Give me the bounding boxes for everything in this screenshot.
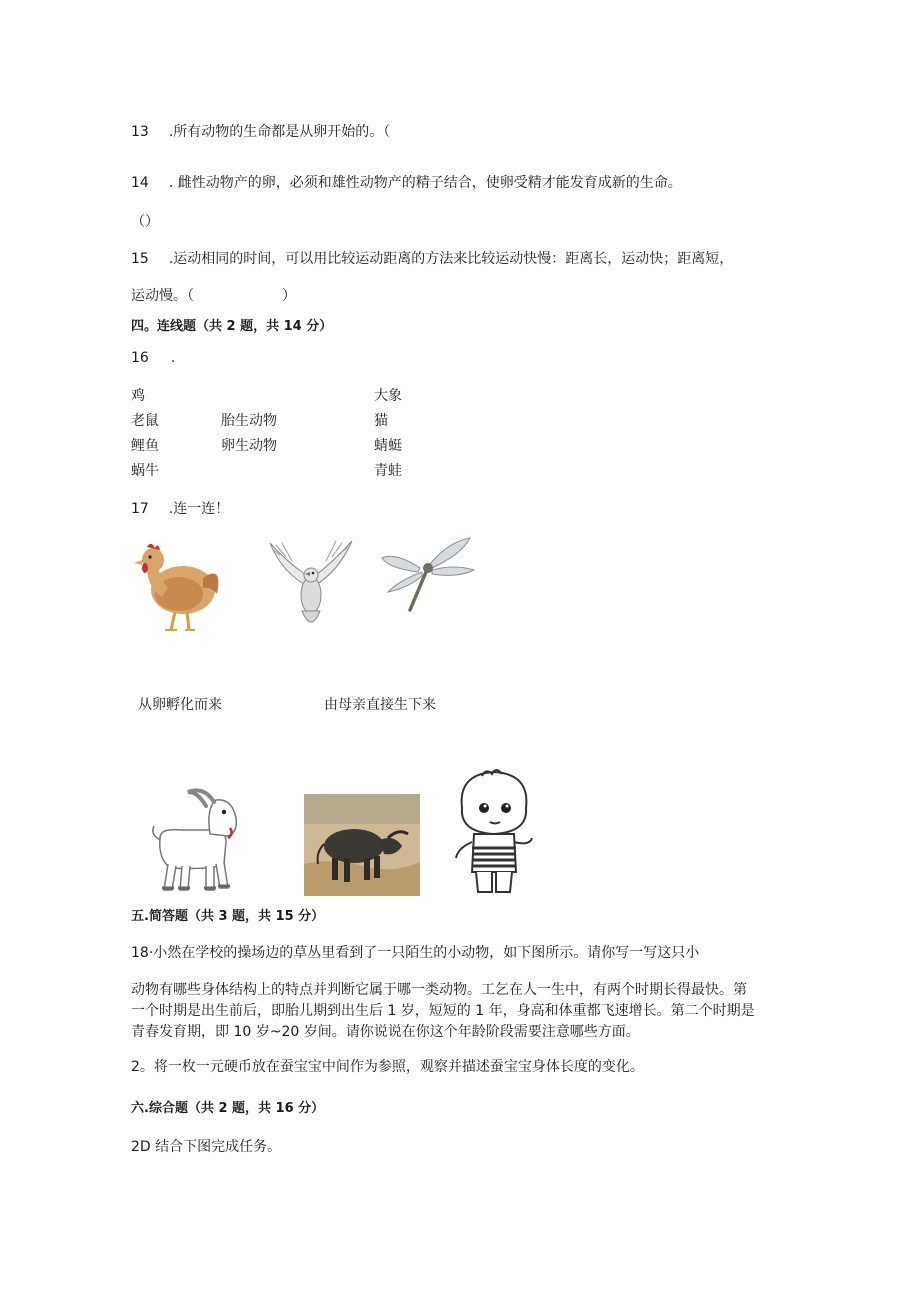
question-18-line2: 动物有哪些身体结构上的特点并判断它属于哪一类动物。工乞在人一生中，有两个时期长得最快。第 [131,982,747,998]
question-text: .连一连！ [168,501,230,517]
question-number: 15 [131,251,149,267]
match-right-item[interactable]: 青蛙 [374,463,402,479]
match-left-item[interactable]: 蜗牛 [131,463,159,479]
question-2: 2。将一枚一元硬币放在蚕宝宝中间作为参照，观察并描述蚕宝宝身体长度的变化。 [131,1059,644,1075]
section-heading: 四。连线题（共 2 题，共 14 分） [131,319,333,334]
question-number: 14 [131,175,149,191]
question-text: . 雌性动物产的卵，必须和雄性动物产的精子结合，使卵受精才能发育成新的生命。 [168,175,682,191]
question-text: .所有动物的生命都是从卵开始的。（ [168,124,391,140]
question-number: 16 [131,350,149,366]
question-20: 2D 结合下图完成任务。 [131,1139,282,1155]
baby-image[interactable] [452,768,536,896]
question-text: .运动相同的时间，可以用比较运动距离的方法来比较运动快慢：距离长，运动快；距离短， [168,251,734,267]
match-left-item[interactable]: 老鼠 [131,413,159,429]
match-right-item[interactable]: 蜻蜓 [374,438,402,454]
question-18-line4: 青春发育期，即 10 岁~20 岁间。请你说说在你这个年龄阶段需要注意哪些方面。 [131,1024,640,1040]
match-left-item[interactable]: 鲤鱼 [131,438,159,454]
match-right-item[interactable]: 大象 [374,388,402,404]
dove-image[interactable] [262,535,357,635]
dragonfly-image[interactable] [378,532,478,617]
water-buffalo-image[interactable] [304,794,420,896]
question-16 [131,350,175,366]
category-hatched-from-egg[interactable]: 从卵孵化而来 [138,697,222,713]
question-14 [131,172,682,192]
category-born-from-mother[interactable]: 由母亲直接生下来 [324,697,436,713]
question-18-line3: 一个时期是出生前后，即胎儿期到出生后 1 岁，短短的 1 年，身高和体重都飞速增长。第二个时期是 [131,1003,755,1019]
question-number: 13 [131,124,149,140]
match-category[interactable]: 胎生动物 [221,413,277,429]
question-15 [131,248,733,268]
question-18-line1: 18·小然在学校的操场边的草丛里看到了一只陌生的小动物，如下图所示。请你写一写这只小 [131,945,700,961]
match-right-item[interactable]: 猫 [374,413,388,429]
question-number: 17 [131,501,149,517]
hen-image[interactable] [131,530,226,635]
question-text: 运动慢。（ [131,288,194,304]
answer-parentheses[interactable]: （） [131,214,159,230]
section-heading: 五.简答题（共 3 题，共 15 分） [131,909,325,924]
match-category[interactable]: 卵生动物 [221,438,277,454]
match-left-item[interactable]: 鸡 [131,388,145,404]
question-17 [131,498,229,518]
question-15-line2 [131,285,296,305]
question-13 [131,121,390,141]
question-dot: . [170,350,176,366]
section-heading: 六.综合题（共 2 题，共 16 分） [131,1101,325,1116]
answer-close-paren[interactable]: ） [282,288,296,304]
goat-image[interactable] [140,778,245,898]
